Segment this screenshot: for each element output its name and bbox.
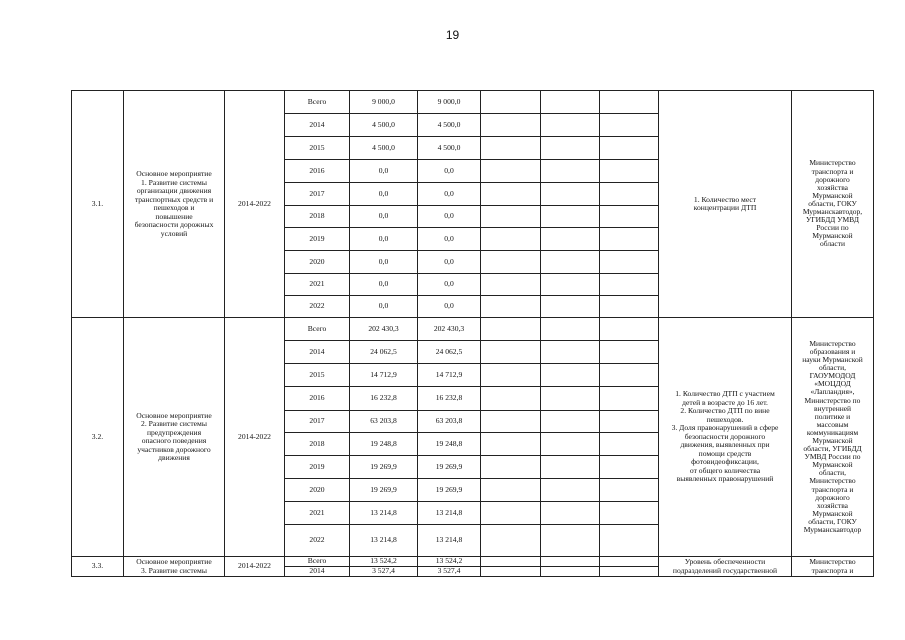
funding-total: 4 500,0 [350,114,418,137]
funding-regional: 0,0 [418,251,481,274]
empty-cell [541,433,600,456]
empty-cell [481,567,541,577]
funding-regional: 4 500,0 [418,137,481,160]
executor-line: области, [819,468,846,478]
funding-total: 0,0 [350,206,418,228]
executor-line: области, [819,363,846,373]
row-label: 2014 [285,114,350,137]
funding-total: 16 232,8 [350,387,418,411]
executor-line: дорожного [815,174,850,184]
funding-regional: 0,0 [418,274,481,296]
empty-cell [481,160,541,183]
empty-cell [541,183,600,206]
funding-regional: 0,0 [418,206,481,228]
responsible-executor [792,91,874,318]
funding-total: 3 527,4 [350,567,418,577]
row-label: 2019 [285,456,350,479]
funding-total: 13 214,8 [350,502,418,525]
page-number: 19 [445,28,460,42]
empty-cell [541,479,600,502]
activity-period: 2014-2022 [225,91,285,318]
target-indicator [659,557,792,577]
funding-regional: 13 524,2 [418,557,481,567]
description-line: Основное мероприятие [136,410,212,420]
empty-cell [541,557,600,567]
empty-cell [541,318,600,341]
executor-line: Министерство [809,476,856,486]
funding-total: 0,0 [350,296,418,318]
funding-total: 24 062,5 [350,341,418,364]
funding-total: 9 000,0 [350,91,418,114]
activity-number: 3.2. [72,318,124,557]
executor-line: Министерство [809,338,856,348]
executor-line: транспорта и [811,166,854,176]
responsible-executor [792,318,874,557]
activity-description [124,557,225,577]
empty-cell [600,364,659,387]
row-label: 2020 [285,251,350,274]
executor-line: России по [816,223,849,233]
row-label: 2022 [285,296,350,318]
empty-cell [600,433,659,456]
description-line: транспортных средств и [134,194,214,204]
executor-line: дорожного [815,492,850,502]
empty-cell [481,114,541,137]
target-indicator [659,318,792,557]
indicator-line: подразделений государственной [672,565,778,575]
empty-cell [600,160,659,183]
indicator-line: от общего количества [689,465,761,475]
activity-number: 3.1. [72,91,124,318]
empty-cell [481,479,541,502]
empty-cell [541,567,600,577]
responsible-executor [792,557,874,577]
funding-regional: 4 500,0 [418,114,481,137]
executor-line: области, ГОКУ [808,516,857,526]
executor-line: Министерство по [804,395,861,405]
funding-regional: 14 712,9 [418,364,481,387]
executor-line: «Лапландия», [810,387,855,397]
indicator-line: движения, выявленных при [680,440,770,450]
description-line: организации движения [136,186,212,195]
funding-total: 19 248,8 [350,433,418,456]
indicator-line: Уровень обеспеченности [684,557,766,566]
executor-line: Министерство [809,557,856,567]
funding-regional: 19 269,9 [418,456,481,479]
empty-cell [541,364,600,387]
row-label: 2021 [285,274,350,296]
empty-cell [541,411,600,433]
indicator-line: детей в возрасте до 16 лет. [682,397,768,407]
funding-regional: 13 214,8 [418,525,481,557]
row-label: 2017 [285,411,350,433]
row-label: 2017 [285,183,350,206]
row-label: 2015 [285,364,350,387]
funding-total: 19 269,9 [350,456,418,479]
empty-cell [481,387,541,411]
empty-cell [481,557,541,567]
description-line: предупреждения [146,427,202,437]
indicator-line: помощи средств [698,448,752,458]
empty-cell [600,251,659,274]
empty-cell [541,274,600,296]
indicator-line: безопасности дорожного [684,431,766,441]
funding-regional: 24 062,5 [418,341,481,364]
row-label: 2014 [285,567,350,577]
empty-cell [600,183,659,206]
description-line: участников дорожного [137,444,211,454]
indicator-line: 3. Доля правонарушений в сфере [671,423,779,433]
empty-cell [541,456,600,479]
funding-total: 13 524,2 [350,557,418,567]
funding-total: 202 430,3 [350,318,418,341]
indicator-line: фотовидеофиксации, [691,457,759,467]
activity-description [124,91,225,318]
empty-cell [600,456,659,479]
empty-cell [600,411,659,433]
row-label: 2018 [285,206,350,228]
empty-cell [600,387,659,411]
funding-total: 0,0 [350,228,418,251]
empty-cell [481,433,541,456]
empty-cell [481,364,541,387]
funding-regional: 202 430,3 [418,318,481,341]
funding-total: 0,0 [350,251,418,274]
empty-cell [481,251,541,274]
empty-cell [481,183,541,206]
table-row [72,318,874,341]
empty-cell [600,114,659,137]
description-line: 2. Развитие системы [141,419,207,428]
funding-regional: 0,0 [418,228,481,251]
row-label: 2019 [285,228,350,251]
indicator-line: 1. Количество ДТП с участием [675,389,775,399]
empty-cell [600,137,659,160]
empty-cell [541,228,600,251]
executor-line: Мурманскавтодор [803,525,862,535]
activity-description [124,318,225,557]
empty-cell [600,296,659,318]
empty-cell [600,341,659,364]
empty-cell [541,251,600,274]
funding-total: 19 269,9 [350,479,418,502]
funding-total: 0,0 [350,274,418,296]
funding-total: 14 712,9 [350,364,418,387]
empty-cell [600,91,659,114]
target-indicator [659,91,792,318]
funding-total: 4 500,0 [350,137,418,160]
empty-cell [600,318,659,341]
empty-cell [481,502,541,525]
executor-line: Мурманской [812,436,853,445]
description-line: 1. Развитие системы [141,177,207,187]
executor-line: хозяйства [816,182,849,192]
funding-regional: 0,0 [418,183,481,206]
empty-cell [541,296,600,318]
executor-line: Мурманской [812,460,853,470]
funding-regional: 13 214,8 [418,502,481,525]
empty-cell [541,160,600,183]
row-label: Всего [285,318,350,341]
executor-line: массовым [816,419,849,429]
empty-cell [600,567,659,577]
empty-cell [481,91,541,114]
funding-total: 0,0 [350,160,418,183]
executor-line: внутренней [813,403,852,413]
table-row [72,557,874,567]
empty-cell [541,341,600,364]
executor-line: «МОЦДОД [814,379,851,389]
description-line: безопасности дорожных [134,220,214,229]
funding-total: 0,0 [350,183,418,206]
description-line: движения [158,453,190,462]
empty-cell [481,411,541,433]
empty-cell [541,502,600,525]
executor-line: Мурманскавтодор, [802,207,863,217]
funding-total: 63 203,8 [350,411,418,433]
row-label: 2016 [285,387,350,411]
empty-cell [541,114,600,137]
empty-cell [481,206,541,228]
activity-period: 2014-2022 [225,318,285,557]
funding-regional: 63 203,8 [418,411,481,433]
indicator-line: выявленных правонарушений [676,474,774,484]
empty-cell [481,274,541,296]
funding-regional: 16 232,8 [418,387,481,411]
row-label: 2021 [285,502,350,525]
row-label: 2018 [285,433,350,456]
executor-line: Министерство [809,158,856,168]
description-line: пешеходов и [153,203,195,212]
empty-cell [600,502,659,525]
executor-line: Мурманской [812,231,853,241]
funding-regional: 19 248,8 [418,433,481,456]
empty-cell [600,525,659,557]
description-line: условий [160,228,188,238]
empty-cell [600,479,659,502]
empty-cell [541,137,600,160]
program-activities-table [71,90,874,577]
empty-cell [541,387,600,411]
row-label: 2020 [285,479,350,502]
row-label: 2016 [285,160,350,183]
funding-total: 13 214,8 [350,525,418,557]
empty-cell [600,557,659,567]
empty-cell [600,228,659,251]
executor-line: транспорта и [811,565,854,575]
description-line: Основное мероприятие [136,169,212,178]
activity-number: 3.3. [72,557,124,577]
description-line: опасного поведения [141,436,207,445]
executor-line: хозяйства [816,500,849,510]
indicator-line: 1. Количество мест [693,194,757,204]
empty-cell [481,525,541,557]
funding-regional: 19 269,9 [418,479,481,502]
indicator-line: концентрации ДТП [693,203,757,212]
executor-line: транспорта и [811,484,854,494]
empty-cell [541,206,600,228]
row-label: 2015 [285,137,350,160]
empty-cell [541,91,600,114]
executor-line: образования и [809,346,856,356]
empty-cell [600,206,659,228]
funding-regional: 9 000,0 [418,91,481,114]
empty-cell [481,137,541,160]
indicator-line: 2. Количество ДТП по вине [680,406,770,416]
empty-cell [600,274,659,296]
executor-line: области [819,239,846,249]
activity-period: 2014-2022 [225,557,285,577]
funding-regional: 0,0 [418,296,481,318]
executor-line: коммуникациям [806,427,859,437]
empty-cell [481,296,541,318]
executor-line: Мурманской [812,508,853,518]
description-line: Основное мероприятие [136,557,212,566]
empty-cell [541,525,600,557]
executor-line: области, УГИБДД [803,444,862,454]
executor-line: политике и [814,411,851,421]
executor-line: Мурманской [812,190,853,200]
executor-line: ГАОУМОДОД [809,371,856,381]
empty-cell [481,318,541,341]
empty-cell [481,341,541,364]
description-line: 3. Развитие системы [141,565,207,575]
executor-line: УГИБДД УМВД [805,215,859,225]
row-label: Всего [285,557,350,567]
executor-line: науки Мурманской [802,355,863,365]
funding-regional: 0,0 [418,160,481,183]
executor-line: УМВД России по [804,452,861,462]
row-label: 2014 [285,341,350,364]
empty-cell [481,456,541,479]
row-label: 2022 [285,525,350,557]
empty-cell [481,228,541,251]
indicator-line: пешеходов. [706,414,744,424]
description-line: повышение [155,211,193,221]
funding-regional: 3 527,4 [418,567,481,577]
row-label: Всего [285,91,350,114]
executor-line: области, ГОКУ [808,198,857,208]
table-row [72,91,874,114]
